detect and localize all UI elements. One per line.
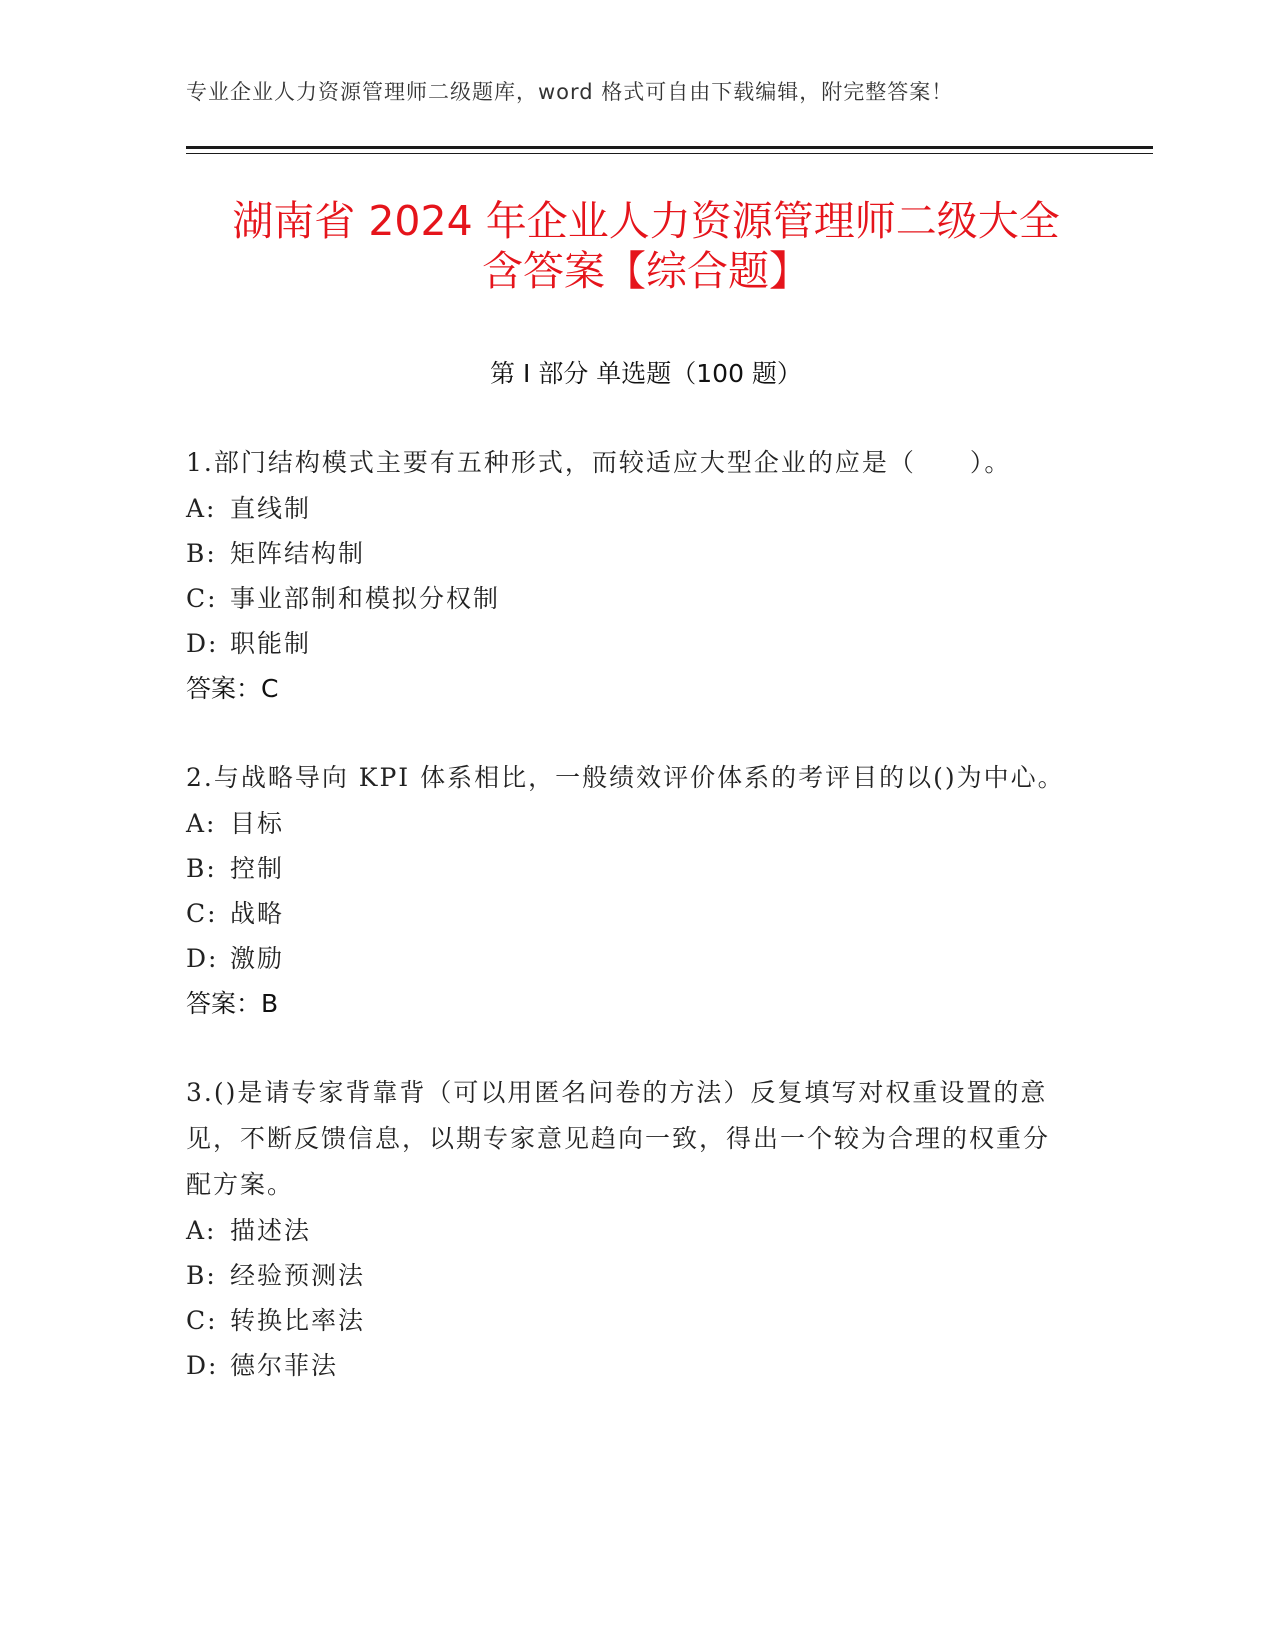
option-text: 矩阵结构制	[230, 539, 366, 568]
header-divider-thick	[186, 146, 1153, 149]
option-d	[186, 936, 1066, 981]
option-text: 描述法	[230, 1216, 312, 1245]
option-key: C:	[186, 899, 218, 928]
option-key: D:	[186, 629, 219, 658]
option-text: 直线制	[230, 494, 312, 523]
option-key: C:	[186, 1306, 218, 1335]
option-c	[186, 1298, 1066, 1343]
option-b	[186, 531, 1066, 576]
option-key: A:	[186, 494, 217, 523]
option-key: B:	[186, 539, 217, 568]
question-1	[186, 440, 1066, 711]
option-text: 控制	[230, 854, 285, 883]
header-divider-thin	[186, 153, 1153, 154]
option-b	[186, 846, 1066, 891]
section-title: 第 I 部分 单选题（100 题）	[490, 359, 802, 388]
option-text: 转换比率法	[230, 1306, 366, 1335]
document-title-line-1: 湖南省 2024 年企业人力资源管理师二级大全	[232, 197, 1060, 245]
option-key: C:	[186, 584, 218, 613]
option-key: D:	[186, 944, 219, 973]
option-b	[186, 1253, 1066, 1298]
option-d	[186, 1343, 1066, 1388]
option-text: 职能制	[230, 629, 312, 658]
answer-label: 答案：C	[186, 674, 279, 703]
option-text: 激励	[230, 944, 285, 973]
option-d	[186, 621, 1066, 666]
document-title-line-2: 含答案【综合题】	[482, 247, 810, 295]
header-note: 专业企业人力资源管理师二级题库，word 格式可自由下载编辑，附完整答案！	[186, 80, 954, 104]
question-list	[186, 440, 1066, 1432]
option-key: A:	[186, 809, 217, 838]
question-2	[186, 755, 1066, 1026]
option-text: 经验预测法	[230, 1261, 366, 1290]
option-text: 事业部制和模拟分权制	[230, 584, 501, 613]
option-text: 战略	[230, 899, 285, 928]
option-text: 目标	[230, 809, 285, 838]
question-stem: 3.()是请专家背靠背（可以用匿名问卷的方法）反复填写对权重设置的意见，不断反馈信息，以期专家意见趋向一致，得出一个较为合理的权重分配方案。	[186, 1078, 1051, 1199]
option-c	[186, 891, 1066, 936]
option-c	[186, 576, 1066, 621]
question-stem: 2.与战略导向 KPI 体系相比，一般绩效评价体系的考评目的以()为中心。	[186, 763, 1065, 792]
option-a	[186, 801, 1066, 846]
option-a	[186, 1208, 1066, 1253]
option-key: B:	[186, 1261, 217, 1290]
answer-label: 答案：B	[186, 989, 279, 1018]
question-stem: 1.部门结构模式主要有五种形式，而较适应大型企业的应是（ ）。	[186, 448, 1012, 477]
option-text: 德尔菲法	[230, 1351, 339, 1380]
question-3	[186, 1070, 1066, 1388]
document-title	[186, 196, 1106, 296]
option-a	[186, 486, 1066, 531]
option-key: B:	[186, 854, 217, 883]
option-key: D:	[186, 1351, 219, 1380]
option-key: A:	[186, 1216, 217, 1245]
